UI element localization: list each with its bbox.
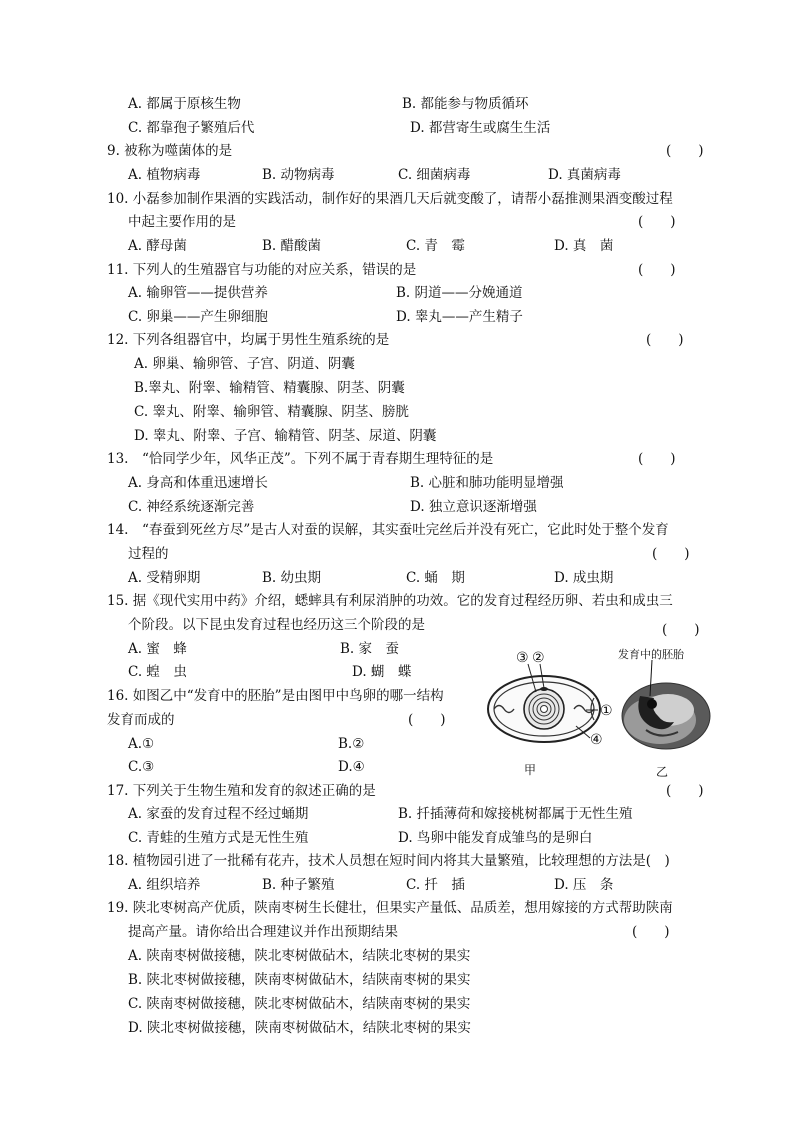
q16-option-c: C.③ — [128, 759, 155, 775]
q9-option-a: A. 植物病毒 — [128, 167, 201, 183]
q12-option-b: B.睾丸、附睾、输精管、精囊腺、阴茎、阴囊 — [134, 380, 405, 396]
q11-stem: 11. 下列人的生殖器官与功能的对应关系，错误的是 — [107, 262, 417, 278]
q18-option-d: D. 压 条 — [554, 877, 614, 893]
q11-option-c: C. 卵巢——产生卵细胞 — [128, 309, 268, 325]
q10-answer-blank: ( ) — [638, 214, 676, 230]
q9-option-d: D. 真菌病毒 — [548, 167, 621, 183]
q10-stem-line2: 中起主要作用的是 — [128, 214, 236, 230]
q17-option-d: D. 鸟卵中能发育成雏鸟的是卵白 — [398, 830, 593, 846]
egg-embryo-figure — [480, 640, 730, 785]
q10-option-c: C. 青 霉 — [406, 238, 465, 254]
q10-option-d: D. 真 菌 — [554, 238, 614, 254]
q9-stem: 9. 被称为噬菌体的是 — [107, 143, 233, 159]
q18-option-c: C. 扦 插 — [406, 877, 465, 893]
q14-answer-blank: ( ) — [652, 546, 690, 562]
q9-option-c: C. 细菌病毒 — [398, 167, 471, 183]
q12-stem: 12. 下列各组器官中，均属于男性生殖系统的是 — [107, 332, 390, 348]
q13-option-c: C. 神经系统逐渐完善 — [128, 499, 255, 515]
q11-option-a: A. 输卵管——提供营养 — [128, 285, 268, 301]
egg-label-3: ③ — [516, 650, 529, 666]
q11-option-b: B. 阴道——分娩通道 — [396, 285, 523, 301]
q14-option-c: C. 蛹 期 — [406, 570, 465, 586]
q10-option-b: B. 醋酸菌 — [262, 238, 322, 254]
q14-option-d: D. 成虫期 — [554, 570, 614, 586]
q16-option-b: B.② — [338, 736, 365, 752]
q19-option-a: A. 陕南枣树做接穗，陕北枣树做砧木，结陕北枣树的果实 — [128, 948, 471, 964]
q18-stem: 18. 植物园引进了一批稀有花卉，技术人员想在短时间内将其大量繁殖，比较理想的方法是( ) — [107, 853, 670, 869]
q8-option-c: C. 都靠孢子繁殖后代 — [128, 120, 255, 136]
q15-answer-blank: ( ) — [662, 622, 700, 638]
q17-answer-blank: ( ) — [666, 783, 704, 799]
q16-option-a: A.① — [128, 736, 155, 752]
q12-option-c: C. 睾丸、附睾、输卵管、精囊腺、阴茎、膀胱 — [134, 404, 409, 420]
q19-option-d: D. 陕北枣树做接穗，陕南枣树做砧木，结陕北枣树的果实 — [128, 1020, 471, 1036]
q16-answer-blank: ( ) — [408, 712, 446, 728]
q13-stem: 13. “恰同学少年，风华正茂”。下列不属于青春期生理特征的是 — [107, 451, 494, 467]
q15-stem-line2: 个阶段。以下昆虫发育过程也经历这三个阶段的是 — [128, 617, 425, 633]
q12-option-a: A. 卵巢、输卵管、子宫、阴道、阴囊 — [134, 356, 355, 372]
q11-answer-blank: ( ) — [638, 262, 676, 278]
q15-option-b: B. 家 蚕 — [340, 641, 400, 657]
q10-stem-line1: 10. 小磊参加制作果酒的实践活动，制作好的果酒几天后就变酸了，请帮小磊推测果酒变酸过程 — [107, 191, 673, 207]
q12-answer-blank: ( ) — [646, 332, 684, 348]
q15-option-d: D. 蝴 蝶 — [352, 664, 412, 680]
q17-option-b: B. 扦插薄荷和嫁接桃树都属于无性生殖 — [398, 806, 633, 822]
q17-option-a: A. 家蚕的发育过程不经过蛹期 — [128, 806, 309, 822]
q18-option-b: B. 种子繁殖 — [262, 877, 335, 893]
q13-option-b: B. 心脏和肺功能明显增强 — [410, 475, 564, 491]
q15-option-a: A. 蜜 蜂 — [128, 641, 187, 657]
q18-option-a: A. 组织培养 — [128, 877, 201, 893]
figure-caption-jia: 甲 — [524, 763, 537, 777]
q17-stem: 17. 下列关于生物生殖和发育的叙述正确的是 — [107, 783, 376, 799]
q16-stem-line1: 16. 如图乙中“发育中的胚胎”是由图甲中鸟卵的哪一结构 — [107, 688, 444, 704]
q10-option-a: A. 酵母菌 — [128, 238, 187, 254]
figure-caption-yi: 乙 — [656, 765, 669, 779]
q16-option-d: D.④ — [338, 759, 365, 775]
q19-answer-blank: ( ) — [632, 924, 670, 940]
q17-option-c: C. 青蛙的生殖方式是无性生殖 — [128, 830, 309, 846]
q8-option-a: A. 都属于原核生物 — [128, 96, 241, 112]
embryo-image — [622, 660, 710, 749]
q19-option-b: B. 陕北枣树做接穗，陕南枣树做砧木，结陕南枣树的果实 — [128, 972, 471, 988]
q9-answer-blank: ( ) — [666, 143, 704, 159]
q19-option-c: C. 陕南枣树做接穗，陕北枣树做砧木，结陕南枣树的果实 — [128, 996, 471, 1012]
q19-stem-line1: 19. 陕北枣树高产优质，陕南枣树生长健壮，但果实产量低、品质差，想用嫁接的方式帮助陕南 — [107, 900, 673, 916]
q14-stem-line2: 过程的 — [128, 546, 169, 562]
q12-option-d: D. 睾丸、附睾、子宫、输精管、阴茎、尿道、阴囊 — [134, 428, 437, 444]
q13-answer-blank: ( ) — [638, 451, 676, 467]
q16-stem-line2: 发育而成的 — [107, 712, 175, 728]
q15-stem-line1: 15. 据《现代实用中药》介绍，蟋蟀具有利尿消肿的功效。它的发育过程经历卵、若虫和成虫三 — [107, 593, 673, 609]
q13-option-a: A. 身高和体重迅速增长 — [128, 475, 268, 491]
q9-option-b: B. 动物病毒 — [262, 167, 335, 183]
egg-label-4: ④ — [590, 732, 603, 748]
q11-option-d: D. 睾丸——产生精子 — [396, 309, 523, 325]
bird-egg-diagram — [488, 664, 600, 742]
egg-label-1: ① — [600, 703, 613, 719]
q14-option-b: B. 幼虫期 — [262, 570, 322, 586]
q15-option-c: C. 蝗 虫 — [128, 664, 187, 680]
q14-stem-line1: 14. “春蚕到死丝方尽”是古人对蚕的误解，其实蚕吐完丝后并没有死亡，它此时处于整个发育 — [107, 522, 669, 538]
q14-option-a: A. 受精卵期 — [128, 570, 201, 586]
embryo-label: 发育中的胚胎 — [618, 648, 684, 661]
q19-stem-line2: 提高产量。请你给出合理建议并作出预期结果 — [128, 924, 398, 940]
egg-label-2: ② — [532, 650, 545, 666]
q8-option-d: D. 都营寄生或腐生生活 — [410, 120, 551, 136]
q8-option-b: B. 都能参与物质循环 — [402, 96, 529, 112]
q13-option-d: D. 独立意识逐渐增强 — [410, 499, 537, 515]
